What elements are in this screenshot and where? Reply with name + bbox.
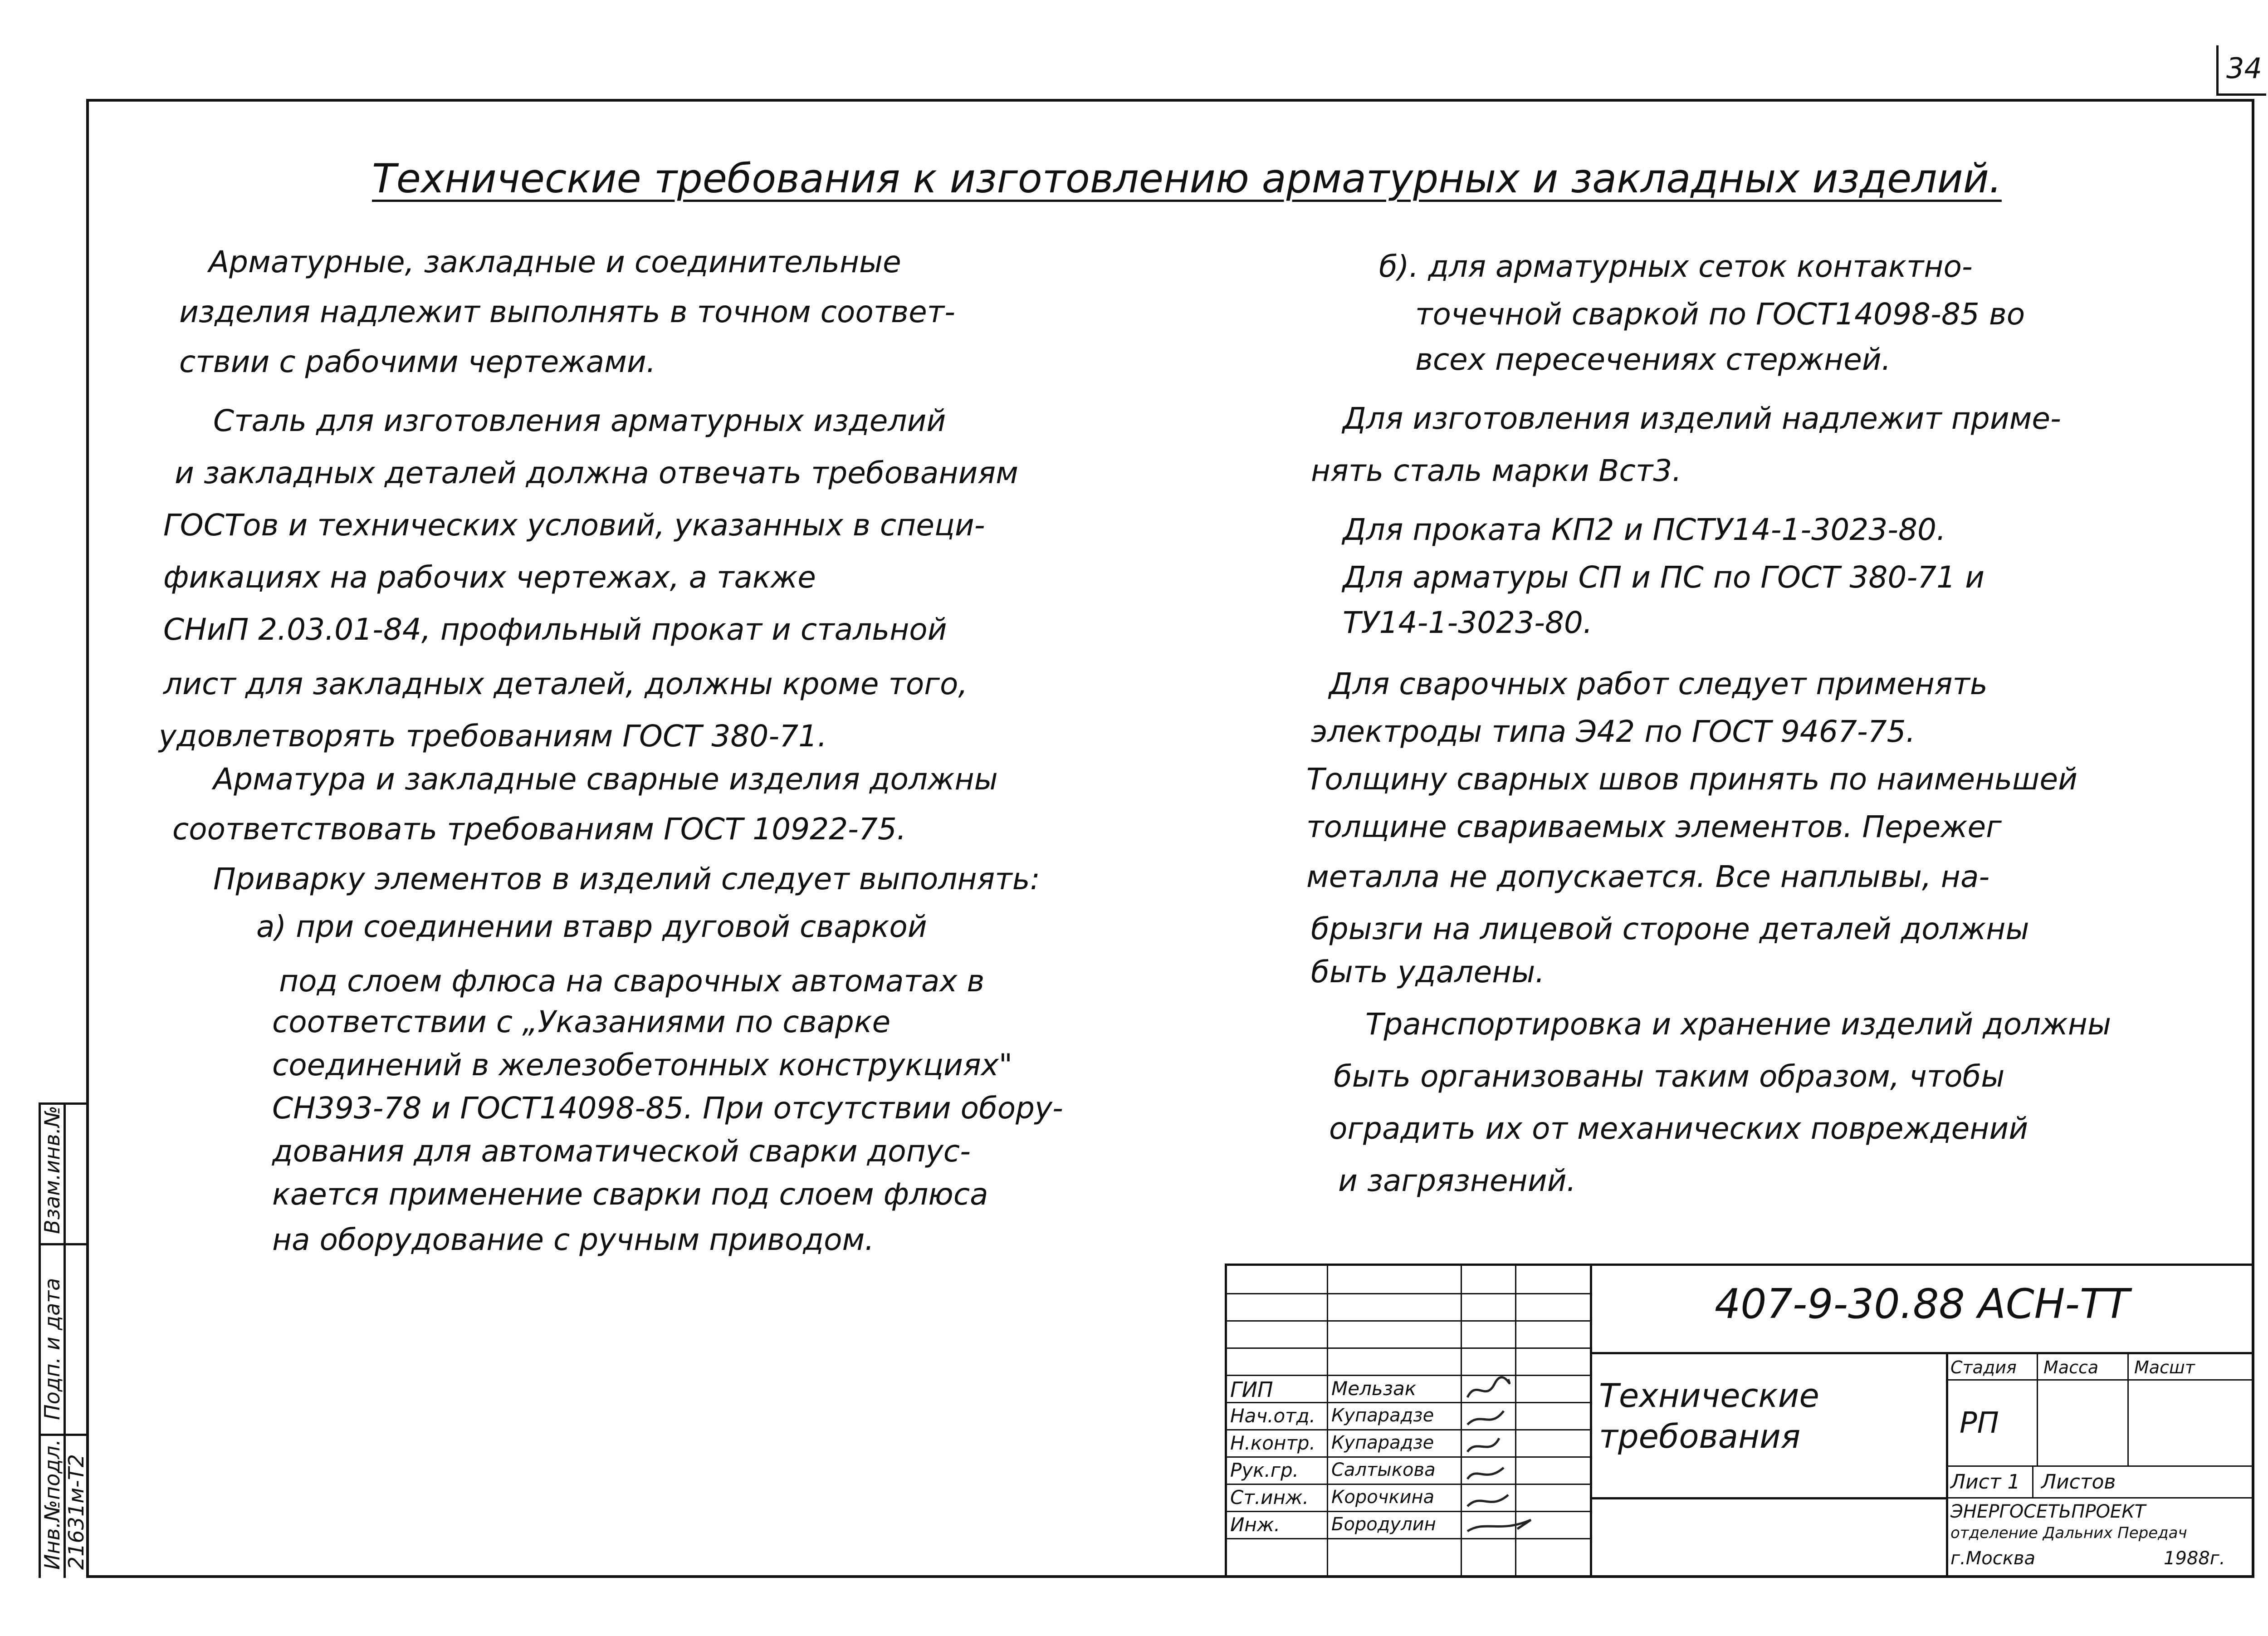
org-line2: отделение Дальних Передач: [1950, 1524, 2187, 1542]
text-line: лист для закладных деталей, должны кроме того,: [163, 666, 968, 701]
text-line: изделия надлежит выполнять в точном соответ-: [179, 294, 955, 329]
side-stamp-col3: Взам.инв.№: [40, 1105, 64, 1234]
text-line: Для проката КП2 и ПСТУ14-1-3023-80.: [1343, 512, 1946, 547]
side-stamp-col2: Подп. и дата: [40, 1278, 64, 1420]
doc-code: 407-9-30.88 АСН-ТТ: [1715, 1280, 2130, 1328]
text-line: Для сварочных работ следует применять: [1329, 666, 1988, 701]
text-line: на оборудование с ручным приводом.: [272, 1222, 875, 1257]
text-line: дования для автоматической сварки допус-: [272, 1134, 971, 1169]
doc-name-line1: Технические: [1599, 1376, 1819, 1415]
text-line: СН393-78 и ГОСТ14098-85. При отсутствии обору-: [272, 1091, 1063, 1126]
role-label: Инж.: [1230, 1514, 1281, 1536]
text-line: соединений в железобетонных конструкциях": [272, 1048, 1013, 1083]
text-line: ГОСТов и технических условий, указанных в специ-: [163, 508, 985, 543]
text-line: Арматурные, закладные и соединительные: [209, 245, 901, 279]
text-line: б). для арматурных сеток контактно-: [1379, 249, 1973, 284]
side-stamp-inv-number: 21631м-Т2: [64, 1454, 88, 1570]
text-line: удовлетворять требованиям ГОСТ 380-71.: [159, 719, 827, 754]
text-line: под слоем флюса на сварочных автоматах в: [279, 964, 985, 999]
role-name: Мельзак: [1331, 1377, 1417, 1400]
role-label: Нач.отд.: [1230, 1405, 1316, 1427]
sheet-number: 34: [2216, 45, 2266, 100]
text-line: Приварку элементов в изделий следует выполнять:: [213, 862, 1040, 896]
text-line: электроды типа Э42 по ГОСТ 9467-75.: [1311, 714, 1916, 749]
mass-header: Масса: [2043, 1357, 2099, 1377]
text-line: соответствии с „Указаниями по сварке: [272, 1004, 891, 1039]
stage-header: Стадия: [1950, 1357, 2017, 1377]
text-line: Сталь для изготовления арматурных изделий: [213, 403, 946, 438]
role-name: Купарадзе: [1331, 1405, 1434, 1426]
text-line: ТУ14-1-3023-80.: [1343, 605, 1593, 640]
role-name: Корочкина: [1331, 1487, 1435, 1508]
text-line: и закладных деталей должна отвечать требованиям: [175, 456, 1018, 490]
text-line: нять сталь марки Вст3.: [1311, 453, 1682, 488]
text-line: Толщину сварных швов принять по наименьшей: [1306, 762, 2077, 797]
signatures: [1463, 1375, 1590, 1538]
scale-header: Масшт: [2134, 1357, 2195, 1377]
title-block-top: [1225, 1264, 2254, 1266]
text-line: и загрязнений.: [1338, 1163, 1576, 1198]
role-name: Купарадзе: [1331, 1432, 1434, 1453]
role-label: Рук.гр.: [1230, 1459, 1299, 1481]
text-line: а) при соединении втавр дуговой сваркой: [256, 909, 927, 944]
text-line: кается применение сварки под слоем флюса: [272, 1177, 988, 1212]
side-stamp-col1: Инв.№подл.: [40, 1439, 64, 1570]
text-line: металла не допускается. Все наплывы, на-: [1306, 859, 1990, 894]
role-label: Н.контр.: [1230, 1432, 1315, 1454]
text-line: всех пересечениях стержней.: [1415, 342, 1891, 377]
text-line: Для арматуры СП и ПС по ГОСТ 380-71 и: [1343, 560, 1985, 595]
org-city: г.Москва: [1950, 1548, 2035, 1569]
text-line: Арматура и закладные сварные изделия должны: [213, 762, 998, 797]
stage-value: РП: [1960, 1406, 1999, 1440]
org-year: 1988г.: [2164, 1548, 2225, 1569]
sheets-label: Листов: [2041, 1470, 2116, 1494]
text-line: толщине свариваемых элементов. Пережег: [1306, 809, 2002, 844]
text-line: брызги на лицевой стороне деталей должны: [1311, 911, 2029, 946]
text-line: быть организованы таким образом, чтобы: [1334, 1059, 2005, 1094]
text-line: соответствовать требованиям ГОСТ 10922-75.: [172, 812, 906, 847]
text-line: Для изготовления изделий надлежит приме-: [1343, 401, 2061, 436]
text-line: фикациях на рабочих чертежах, а также: [163, 560, 816, 595]
text-line: Транспортировка и хранение изделий должны: [1365, 1007, 2112, 1042]
role-label: ГИП: [1230, 1377, 1273, 1402]
text-line: оградить их от механических повреждений: [1329, 1111, 2028, 1146]
doc-name-line2: требования: [1599, 1417, 1801, 1455]
role-name: Бородулин: [1331, 1514, 1436, 1535]
sheet-label: Лист 1: [1950, 1470, 2020, 1494]
role-label: Ст.инж.: [1230, 1486, 1309, 1509]
text-line: быть удалены.: [1311, 955, 1545, 989]
text-line: СНиП 2.03.01-84, профильный прокат и стальной: [163, 612, 947, 647]
page-title: Технические требования к изготовлению арматурных и закладных изделий.: [372, 155, 2002, 202]
text-line: точечной сваркой по ГОСТ14098-85 во: [1415, 297, 2025, 332]
role-name: Салтыкова: [1331, 1460, 1436, 1480]
org-line1: ЭНЕРГОСЕТЬПРОЕКТ: [1950, 1501, 2146, 1522]
text-line: ствии с рабочими чертежами.: [179, 344, 656, 379]
